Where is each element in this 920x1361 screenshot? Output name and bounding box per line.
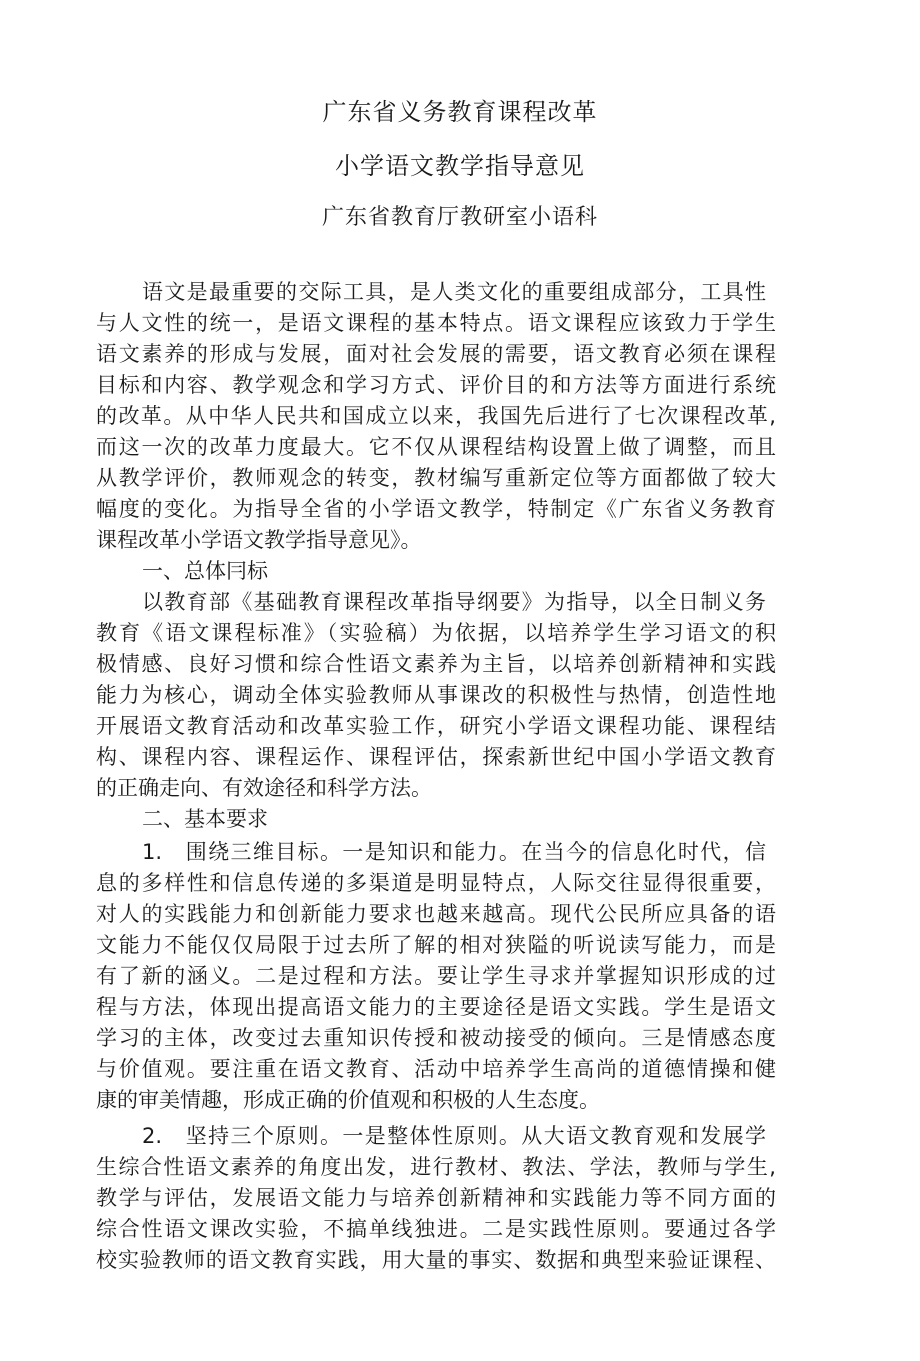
paragraph-line: 极情感、良好习惯和综合性语文素养为主旨，以培养创新精神和实践 xyxy=(96,652,776,676)
paragraph-line: 的改革。从中华人民共和国成立以来，我国先后进行了七次课程改革, xyxy=(96,404,776,428)
paragraph-line: 的正确走向、有效途径和科学方法。 xyxy=(96,776,432,800)
paragraph-line: 康的审美情趣，形成正确的价值观和积极的人生态度。 xyxy=(96,1088,600,1112)
paragraph-line: 文能力不能仅仅局限于过去所了解的相对狭隘的听说读写能力，而是 xyxy=(96,933,776,957)
paragraph-line: 教学与评估，发展语文能力与培养创新精神和实践能力等不同方面的 xyxy=(96,1186,776,1210)
paragraph-line: 1. 围绕三维目标。一是知识和能力。在当今的信息化时代，信 xyxy=(142,840,766,864)
paragraph-line: 能力为核心，调动全体实验教师从事课改的积极性与热情，创造性地 xyxy=(96,683,776,707)
paragraph-line: 语文素养的形成与发展，面对社会发展的需要，语文教育必须在课程 xyxy=(96,342,776,366)
paragraph-line: 校实验教师的语文教育实践，用大量的事实、数据和典型来验证课程、 xyxy=(96,1248,776,1272)
paragraph-line: 学习的主体，改变过去重知识传授和被动接受的倾向。三是情感态度 xyxy=(96,1026,776,1050)
paragraph-line: 教育《语文课程标准》（实验稿）为依据，以培养学生学习语文的积 xyxy=(96,621,776,645)
paragraph-line: 程与方法，体现出提高语文能力的主要途径是语文实践。学生是语文 xyxy=(96,995,776,1019)
paragraph-line: 与价值观。要注重在语文教育、活动中培养学生高尚的道德情操和健 xyxy=(96,1057,776,1081)
document-subtitle: 小学语文教学指导意见 xyxy=(335,152,585,180)
paragraph-line: 而这一次的改革力度最大。它不仅从课程结构设置上做了调整，而且 xyxy=(96,435,776,459)
paragraph-line: 息的多样性和信息传递的多渠道是明显特点，人际交往显得很重要， xyxy=(96,871,776,895)
document-author: 广东省教育厅教研室小语科 xyxy=(321,205,598,230)
document-title: 广东省义务教育课程改革 xyxy=(322,98,598,126)
paragraph-line: 有了新的涵义。二是过程和方法。要让学生寻求并掌握知识形成的过 xyxy=(96,964,776,988)
paragraph-line: 2. 坚持三个原则。一是整体性原则。从大语文教育观和发展学 xyxy=(142,1124,766,1148)
paragraph-line: 从教学评价，教师观念的转变，教材编写重新定位等方面都做了较大 xyxy=(96,466,776,490)
paragraph-line: 综合性语文课改实验，不搞单线独进。二是实践性原则。要通过各学 xyxy=(96,1217,776,1241)
paragraph-line: 构、课程内容、课程运作、课程评估，探索新世纪中国小学语文教育 xyxy=(96,745,776,769)
paragraph-line: 生综合性语文素养的角度出发，进行教材、教法、学法，教师与学生, xyxy=(96,1155,776,1179)
paragraph-line: 开展语文教育活动和改革实验工作，研究小学语文课程功能、课程结 xyxy=(96,714,776,738)
paragraph-line: 以教育部《基础教育课程改革指导纲要》为指导，以全日制义务 xyxy=(142,590,766,614)
paragraph-line: 语文是最重要的交际工具，是人类文化的重要组成部分，工具性 xyxy=(142,280,766,304)
paragraph-line: 幅度的变化。为指导全省的小学语文教学，特制定《广东省义务教育 xyxy=(96,497,776,521)
section-heading: 一、总体冃标 xyxy=(142,559,268,583)
paragraph-line: 对人的实践能力和创新能力要求也越来越高。现代公民所应具备的语 xyxy=(96,902,776,926)
paragraph-line: 目标和内容、教学观念和学习方式、评价目的和方法等方面进行系统 xyxy=(96,373,776,397)
paragraph-line: 课程改革小学语文教学指导意见》。 xyxy=(96,528,422,552)
section-heading: 二、基本要求 xyxy=(142,807,268,831)
paragraph-line: 与人文性的统一，是语文课程的基本特点。语文课程应该致力于学生 xyxy=(96,311,776,335)
